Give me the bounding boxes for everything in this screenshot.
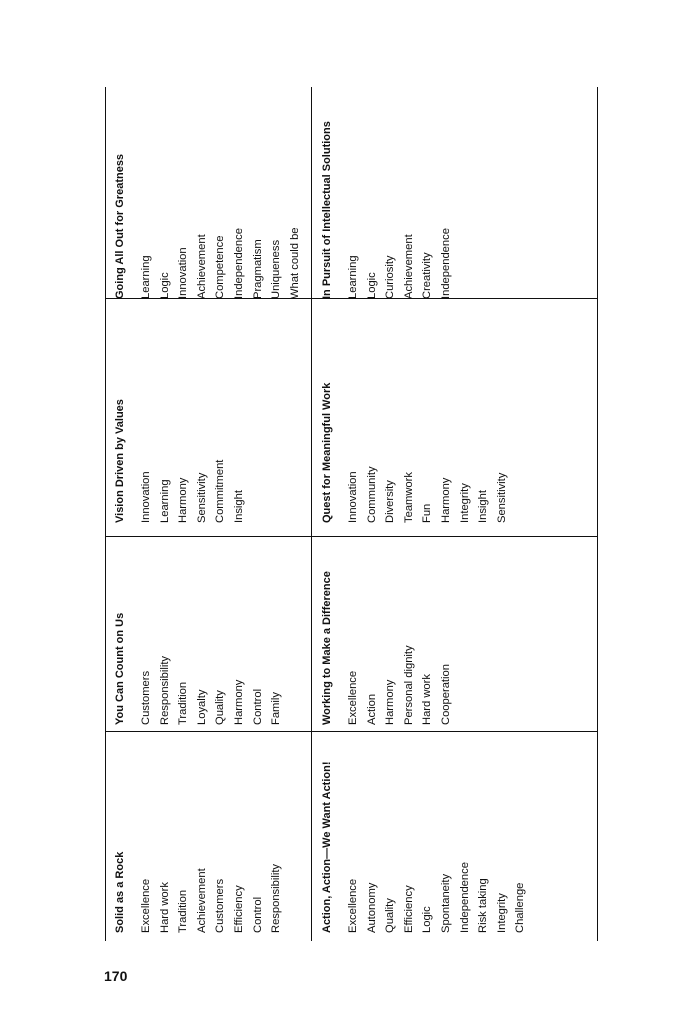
cell-list-item: Control (251, 896, 264, 933)
cell-list-item: Achievement (195, 868, 208, 933)
cell-list-item: Quality (214, 690, 227, 725)
cell-list-item: Action (365, 693, 378, 725)
cell-list-item: Challenge (514, 882, 527, 933)
cell-list-item: Uniqueness (270, 239, 283, 299)
cell-list-item: Teamwork (402, 472, 415, 523)
cell-list-item: Excellence (140, 878, 152, 933)
cell-item-list (344, 323, 511, 523)
cell-heading: Quest for Meaningful Work (321, 382, 333, 523)
cell-heading: In Pursuit of Intellectual Solutions (321, 121, 333, 299)
cell-list-item: Competence (214, 235, 227, 299)
cell-list-item: Loyalty (195, 689, 208, 725)
cell-list-item: Harmony (232, 679, 245, 725)
cell-list-item: Pragmatism (251, 239, 264, 299)
cell-list-item: Insight (477, 490, 490, 523)
cell-item-list (137, 99, 304, 299)
cell-heading: Vision Driven by Values (114, 399, 126, 523)
cell-item-list (137, 525, 286, 725)
cell-list-item: Risk taking (477, 878, 490, 933)
column-divider (311, 731, 597, 732)
cell-heading: Going All Out for Greatness (114, 153, 126, 299)
cell-list-item: Excellence (347, 670, 359, 725)
cell-list-item: Efficiency (232, 885, 245, 933)
cell-list-item: Community (365, 466, 378, 523)
cell-list-item: Innovation (140, 471, 152, 523)
cell-list-item: Family (270, 692, 283, 725)
cell-list-item: Quality (384, 898, 397, 933)
table-cell (113, 99, 304, 299)
cell-list-item: Tradition (177, 681, 190, 725)
cell-list-item: Curiosity (384, 255, 397, 299)
cell-item-list (344, 733, 530, 933)
cell-heading: Solid as a Rock (114, 851, 126, 933)
cell-list-item: Learning (140, 255, 152, 299)
page-number: 170 (104, 968, 128, 984)
cell-list-item: Logic (365, 272, 378, 299)
cell-list-item: Harmony (439, 477, 452, 523)
table-cell (113, 525, 286, 725)
cell-list-item: Independence (458, 862, 471, 933)
cell-list-item: Creativity (421, 252, 434, 299)
cell-list-item: Logic (421, 906, 434, 933)
cell-list-item: Harmony (384, 679, 397, 725)
cell-item-list (137, 323, 249, 523)
cell-list-item: Hard work (158, 882, 171, 933)
cell-item-list (137, 733, 286, 933)
table-cell (320, 525, 456, 725)
cell-list-item: Control (251, 688, 264, 725)
cell-list-item: What could be (288, 227, 301, 299)
table-cell (320, 323, 511, 523)
cell-list-item: Hard work (421, 674, 434, 725)
table-cell (320, 733, 530, 933)
cell-list-item: Commitment (214, 459, 227, 523)
cell-heading: Working to Make a Difference (321, 571, 333, 725)
cell-list-item: Achievement (195, 234, 208, 299)
cell-list-item: Customers (214, 878, 227, 933)
cell-list-item: Sensitivity (495, 472, 508, 523)
cell-list-item: Logic (158, 272, 171, 299)
cell-list-item: Innovation (177, 247, 190, 299)
cell-list-item: Excellence (347, 878, 359, 933)
table-top-rule (105, 87, 106, 941)
cell-list-item: Cooperation (439, 664, 452, 725)
cell-list-item: Insight (232, 490, 245, 523)
cell-list-item: Integrity (458, 483, 471, 523)
cell-list-item: Customers (140, 670, 152, 725)
cell-list-item: Achievement (402, 234, 415, 299)
table-cell (113, 323, 249, 523)
cell-list-item: Responsibility (158, 655, 171, 725)
cell-list-item: Integrity (495, 893, 508, 933)
cell-list-item: Independence (439, 228, 452, 299)
cell-list-item: Diversity (384, 480, 397, 523)
cell-list-item: Sensitivity (195, 472, 208, 523)
cell-list-item: Autonomy (365, 882, 378, 933)
cell-heading: You Can Count on Us (114, 612, 126, 725)
cell-list-item: Responsibility (270, 863, 283, 933)
cell-list-item: Efficiency (402, 885, 415, 933)
cell-list-item: Learning (158, 479, 171, 523)
cell-list-item: Tradition (177, 889, 190, 933)
table-cell (320, 99, 456, 299)
cell-item-list (344, 99, 456, 299)
cell-heading: Action, Action—We Want Action! (321, 761, 333, 933)
table-bottom-rule (597, 87, 598, 941)
cell-list-item: Learning (347, 255, 359, 299)
cell-list-item: Personal dignity (402, 645, 415, 725)
table-cell (113, 733, 286, 933)
cell-list-item: Harmony (177, 477, 190, 523)
table-middle-rule (311, 87, 312, 941)
column-divider (105, 731, 311, 732)
rotated-values-table (105, 87, 598, 941)
cell-list-item: Independence (232, 228, 245, 299)
cell-list-item: Innovation (347, 471, 359, 523)
cell-item-list (344, 525, 456, 725)
cell-list-item: Spontaneity (439, 873, 452, 933)
cell-list-item: Fun (421, 503, 434, 523)
